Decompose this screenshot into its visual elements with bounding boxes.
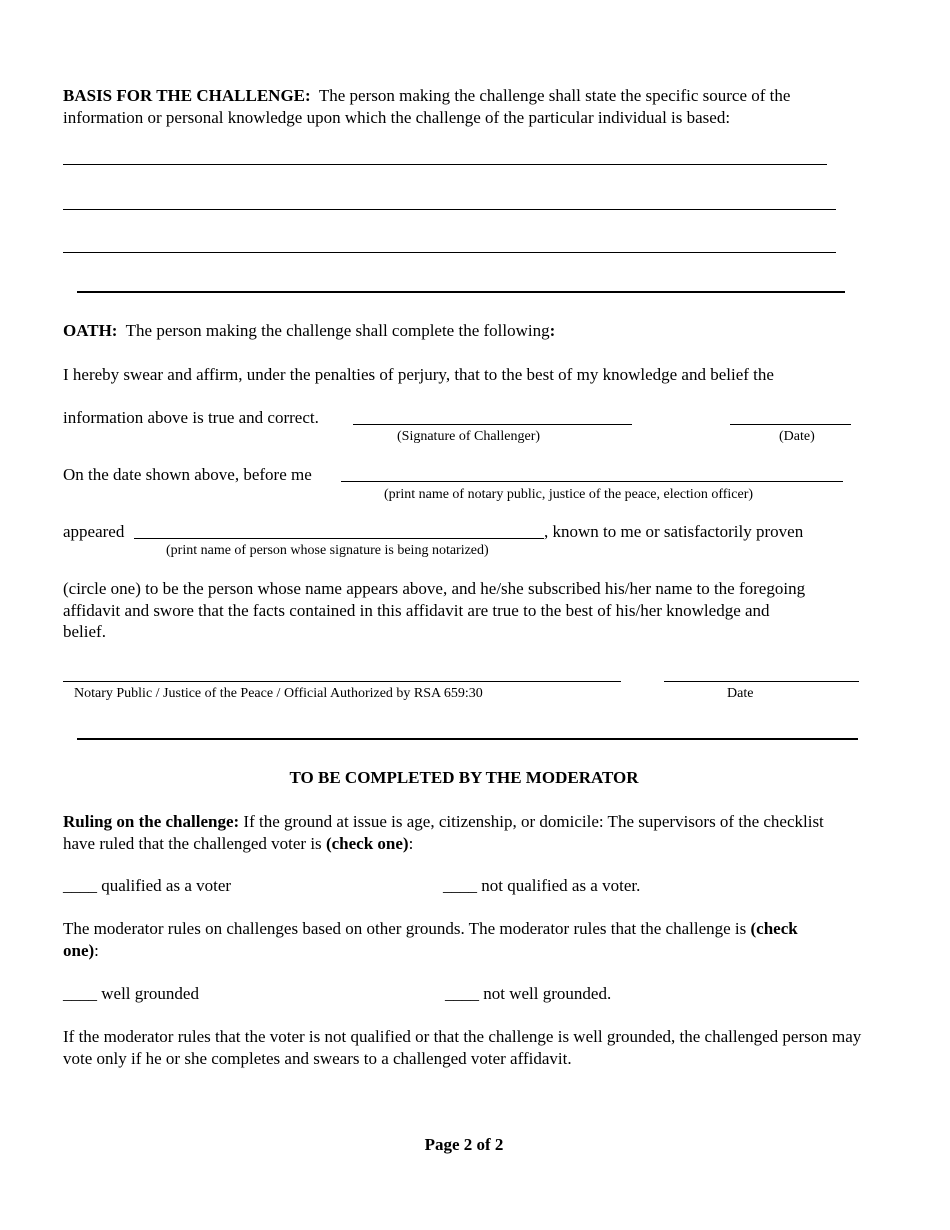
official-caption: Notary Public / Justice of the Peace / Official Authorized by RSA 659:30 [74,686,483,701]
signature-of-challenger-field[interactable] [353,424,632,425]
circle-one-paragraph: (circle one) to be the person whose name appears above, and he/she subscribed his/her name to the foregoing affidavit and swore that the facts contained in this affidavit are true to the best of his/her knowledge and belief. [63,579,806,641]
ruling-label: Ruling on the challenge: [63,812,240,831]
official-date-caption: Date [727,686,754,701]
qualified-label: qualified as a voter [101,876,232,895]
oath-intro-text: The person making the challenge shall complete the following [125,321,550,340]
basis-text: The person making the challenge shall state the specific source of the information or personal knowledge upon which the challenge of the particular individual is based: [63,86,791,127]
basis-answer-line-1[interactable] [63,164,827,165]
oath-line-1: I hereby swear and affirm, under the penalties of perjury, that to the best of my knowledge and belief the [63,365,774,384]
final-paragraph: If the moderator rules that the voter is not qualified or that the challenge is well grounded, the challenged person may vote only if he or she completes and swears to a challenged voter affidavit. [63,1027,862,1068]
moderator-heading: TO BE COMPLETED BY THE MODERATOR [289,768,639,787]
person-name-field[interactable] [134,538,544,539]
challenger-date-field[interactable] [730,424,851,425]
oath-heading: OATH: [63,321,118,340]
date-caption: (Date) [779,429,815,444]
official-date-field[interactable] [664,681,859,682]
basis-heading: BASIS FOR THE CHALLENGE: [63,86,311,105]
oath-line-2: information above is true and correct. [63,408,319,427]
qualified-blank[interactable]: ____ [63,876,97,895]
oath-intro-colon: : [549,321,556,340]
appeared-label: appeared [63,522,125,541]
basis-answer-line-2[interactable] [63,209,836,210]
option-not-qualified[interactable] [443,875,640,897]
ruling-text: If the ground at issue is age, citizenship, or domicile: The supervisors of the checklist have ruled that the challenged voter is [63,812,824,853]
basis-paragraph [63,85,868,128]
option-qualified[interactable] [63,875,231,897]
ruling-paragraph [63,811,833,854]
section-divider-bottom [77,738,858,740]
basis-answer-line-3[interactable] [63,252,836,253]
page-number: Page 2 of 2 [424,1135,504,1154]
other-grounds-paragraph [63,918,823,961]
not-qualified-blank[interactable]: ____ [443,876,477,895]
check-one-label: (check one) [325,833,409,853]
oath-intro [63,320,555,342]
other-grounds-text: The moderator rules on challenges based on other grounds. The moderator rules that the challenge is [63,919,747,938]
not-well-grounded-label: not well grounded. [483,984,612,1003]
other-grounds-colon: : [94,940,99,960]
check-one-label-2: (check one) [63,919,798,960]
person-caption: (print name of person whose signature is being notarized) [166,543,489,558]
not-qualified-label: not qualified as a voter. [481,876,641,895]
ruling-colon: : [408,833,414,853]
signature-caption: (Signature of Challenger) [397,429,541,444]
well-grounded-blank[interactable]: ____ [63,984,97,1003]
option-well-grounded[interactable] [63,983,199,1005]
known-text: , known to me or satisfactorily proven [544,522,804,541]
before-me-label: On the date shown above, before me [63,465,312,484]
section-divider-top [77,291,845,293]
well-grounded-label: well grounded [101,984,199,1003]
official-signature-field[interactable] [63,681,621,682]
notary-name-field[interactable] [341,481,843,482]
option-not-well-grounded[interactable] [445,983,611,1005]
not-well-grounded-blank[interactable]: ____ [445,984,479,1003]
notary-name-caption: (print name of notary public, justice of the peace, election officer) [384,487,754,502]
